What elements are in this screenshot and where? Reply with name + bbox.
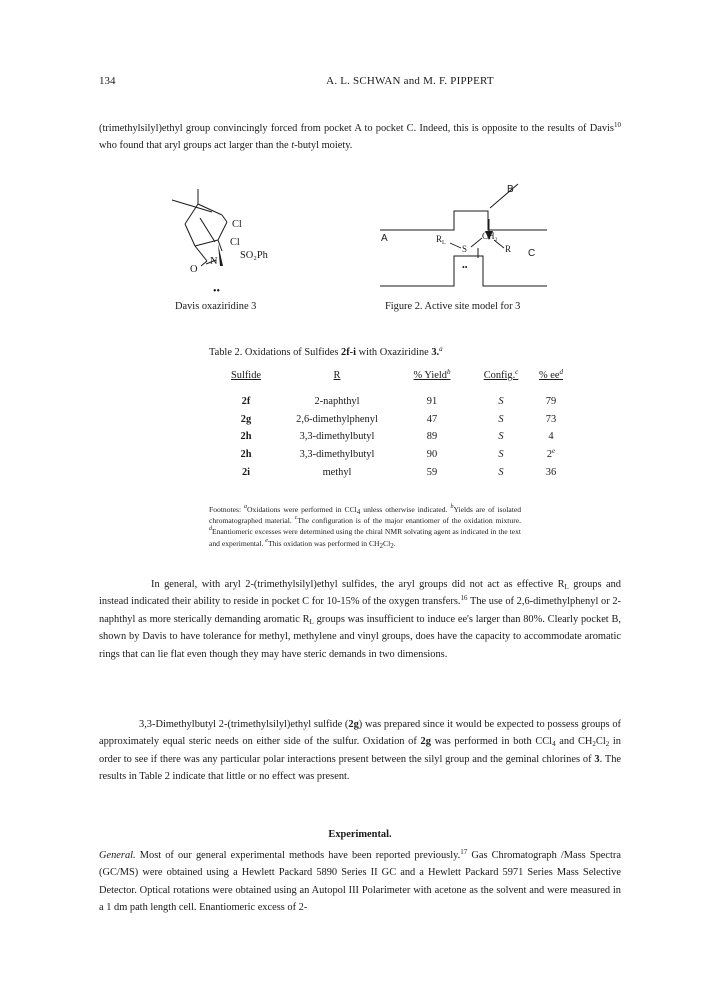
footnote-c-text: The configuration is of the major enantiomer of the oxidation mixture. <box>297 516 521 526</box>
footnote-a-text-2: unless otherwise indicated. <box>360 505 448 514</box>
cell-ee-value: 36 <box>545 466 557 478</box>
header-yield <box>389 370 475 393</box>
footnote-e-mark: e <box>265 537 268 544</box>
dmb-compound-1: 2g <box>348 719 359 730</box>
dmb-compound-3: 3 <box>594 753 600 765</box>
footnote-e-sub-1: 2 <box>379 541 384 550</box>
cell-config: S <box>498 431 504 443</box>
cell-config: S <box>498 396 504 408</box>
footnote-e-sub-2: 2 <box>390 541 394 550</box>
table-header-row <box>207 370 575 393</box>
header-sulfide-text: Sulfide <box>230 370 261 381</box>
dmb-text-4: and CH <box>555 736 593 748</box>
intro-line-1: (trimethylsilyl)ethyl group convincingly forced from pocket A to pocket C. Indeed, this is opposite to the <box>99 123 545 134</box>
experimental-heading-text: Experimental. <box>328 829 392 840</box>
aryl-text-1: In general, with aryl 2-(trimethylsilyl)ethyl sulfides, the aryl groups did not act as effective R <box>151 579 565 590</box>
cell-yield: 59 <box>426 466 438 478</box>
intro-paragraph <box>99 120 621 155</box>
cell-sulfide: 2h <box>240 431 252 443</box>
cell-r: 3,3-dimethylbutyl <box>299 431 375 443</box>
structure-bonds <box>172 189 227 266</box>
intro-line-2-c: -butyl moiety. <box>294 140 353 152</box>
cell-yield: 47 <box>426 413 438 425</box>
header-yield-note: b <box>446 368 451 376</box>
oxidation-results-table <box>207 370 575 481</box>
chlorine-label-2: Cl <box>230 237 240 248</box>
rl-group-subscript: L <box>442 240 446 246</box>
cell-ee-value: 79 <box>545 396 557 408</box>
cell-yield: 89 <box>426 431 438 443</box>
figure-2-caption <box>385 301 520 312</box>
section-heading-experimental <box>99 829 621 840</box>
header-sulfide <box>207 370 285 393</box>
cell-yield: 90 <box>426 449 438 461</box>
aryl-text-2: groups and instead indicated their ability to reside in pocket C for 10-15% of the oxygen transfers. <box>99 579 621 608</box>
footnote-a-text-1: Oxidations were performed in CCl <box>247 505 357 514</box>
dmb-text-2: ) was prepared since it would be expected to possess groups of approximately equal steric needs on either side of the sulfur. Oxidation of <box>99 719 622 748</box>
dmb-text-6: in order to see if there was any particular polar interactions present between the silyl group and the geminal chlorines of <box>99 736 621 765</box>
table-footnotes <box>209 504 521 549</box>
nitrogen-label: N <box>210 256 218 267</box>
experimental-lead: General. <box>99 850 136 861</box>
aryl-text-3: The use of 2,6-dimethylphenyl or 2-naphthyl as more sterically demanding aromatic R <box>99 596 621 625</box>
cell-sulfide: 2g <box>240 413 252 425</box>
table-caption-a: Table 2. Oxidations of Sulfides <box>209 347 342 358</box>
cell-ee-value: 73 <box>545 413 557 425</box>
footnote-c-mark: c <box>294 515 298 522</box>
header-config-text: Config. <box>483 370 516 381</box>
cell-ee-value: 4 <box>548 431 554 443</box>
cell-sulfide: 2f <box>241 396 251 408</box>
cell-sulfide: 2i <box>241 466 251 478</box>
experimental-text-1: Most of our general experimental methods have been reported previously. <box>135 850 461 861</box>
sulfur-label: S <box>462 244 468 254</box>
davis-caption-text: Davis oxaziridine 3 <box>175 301 257 312</box>
pocket-a-label: A <box>381 233 388 244</box>
footnote-b-mark: b <box>450 504 454 510</box>
table-row <box>207 393 575 411</box>
cell-sulfide: 2h <box>240 449 252 461</box>
chlorine-label-1: Cl <box>232 219 242 230</box>
rl-group-symbol: R <box>436 234 443 244</box>
footnote-e-text-1: This oxidation was performed in CH <box>267 538 380 548</box>
footnote-b-text: Yields are of isolated chromatographed material. <box>209 505 521 526</box>
header-config <box>475 370 527 393</box>
pocket-b-label: B <box>507 184 514 195</box>
footnote-e-text-3: . <box>393 538 396 548</box>
cell-r: methyl <box>322 466 352 478</box>
davis-oxaziridine-structure <box>170 182 300 297</box>
page-number: 134 <box>99 75 116 87</box>
dmb-compound-2: 2g <box>420 736 431 748</box>
header-ee-note: d <box>559 368 563 376</box>
cell-ee <box>527 446 575 464</box>
cell-r: 2-naphthyl <box>314 396 360 408</box>
sulfonyl-label: SO₂Ph <box>240 250 268 261</box>
cell-ee <box>527 411 575 429</box>
footnote-e-text-2: Cl <box>383 538 391 548</box>
cell-config: S <box>498 413 504 425</box>
lone-pair-dots: •• <box>213 286 221 297</box>
running-head-text: A. L. SCHWAN and M. F. PIPPERT <box>326 75 494 87</box>
cell-ee-note: e <box>552 447 556 456</box>
table-caption-b: with Oxaziridine <box>356 347 432 358</box>
aryl-sub-2: L <box>309 617 314 626</box>
footnote-d-text: Enantiomeric excesses were determined using the chiral NMR solvating agent as indicated in the text and experimental. <box>209 527 521 548</box>
body-paragraph-dimethylbutyl <box>99 716 621 786</box>
table-row <box>207 428 575 446</box>
cell-yield: 91 <box>426 396 438 408</box>
footnote-a-sub: 4 <box>356 508 361 516</box>
header-r-text: R <box>333 370 341 381</box>
footnote-d-mark: d <box>209 526 212 533</box>
dmb-text-5: Cl <box>595 736 606 748</box>
table-caption-note: a <box>439 345 443 353</box>
running-head <box>200 75 620 87</box>
header-yield-text: % Yield <box>413 370 447 381</box>
figure-2-caption-text: Figure 2. Active site model for 3 <box>385 301 521 312</box>
r-group-label: R <box>505 244 512 254</box>
table-row <box>207 463 575 481</box>
pocket-c-label: C <box>528 248 536 259</box>
citation-ref: 16 <box>460 594 468 603</box>
oxygen-label: O <box>190 264 198 275</box>
aryl-sub-1: L <box>564 583 569 591</box>
citation-ref: 17 <box>460 848 468 856</box>
cell-ee <box>527 393 575 411</box>
aryl-text-4: groups was insufficient to induce ee's larger than 80%. Clearly pocket B, shown by Davis to have tolerance for methyl, methylene and vinyl groups, does have the capacity to accommodate aromatic rings that can lie flat even though they may have steric demands in two dimensions. <box>99 613 621 660</box>
active-site-model <box>378 178 563 296</box>
cell-config: S <box>498 449 504 461</box>
davis-caption <box>175 301 256 312</box>
cell-config: S <box>498 466 504 478</box>
dmb-text-3: was performed in both CCl <box>430 736 553 748</box>
dmb-sub-3: 2 <box>605 740 610 749</box>
body-paragraph-experimental <box>99 847 621 917</box>
table-caption-compounds: 2f-i <box>341 347 357 358</box>
cell-r: 2,6-dimethylphenyl <box>296 413 378 425</box>
ch2-label: CH₂ <box>482 231 498 241</box>
dmb-sub-2: 2 <box>592 740 596 749</box>
table-caption <box>209 347 443 358</box>
citation-ref: 10 <box>613 121 621 129</box>
table-caption-reagent: 3. <box>431 347 440 358</box>
dmb-text-7: . The results in Table 2 indicate that little or no effect was present. <box>99 753 621 783</box>
intro-line-2-a: results of Davis <box>547 123 614 134</box>
footnote-a-mark: a <box>244 504 248 510</box>
cell-r: 3,3-dimethylbutyl <box>299 449 375 461</box>
cell-ee <box>527 463 575 481</box>
intro-line-2-b: who found that aryl groups act larger than the <box>99 140 292 152</box>
experimental-text-2: Gas Chromatograph /Mass Spectra (GC/MS) were obtained using a Hewlett Packard 5890 Series II GC and a Hewlett Packard 5971 Series Mass Selective Detector. Optical rotations were obtained using an Autopol III Polarimeter with acetone as the solvent and were measured in a 1 dm path length cell. Enantiomeric excess of 2- <box>99 850 621 914</box>
cell-ee-value: 2 <box>546 449 553 461</box>
dmb-text-1: 3,3-Dimethylbutyl 2-(trimethylsilyl)ethyl sulfide ( <box>139 719 349 730</box>
cell-ee <box>527 428 575 446</box>
table-row <box>207 411 575 429</box>
dmb-sub-1: 4 <box>552 740 556 749</box>
header-r <box>285 370 389 393</box>
body-paragraph-aryl <box>99 576 621 663</box>
rl-group-label <box>436 234 446 246</box>
tert-prefix: t <box>291 140 295 152</box>
table-row <box>207 446 575 464</box>
header-ee <box>527 370 575 393</box>
header-ee-text: % ee <box>539 370 560 381</box>
site-lone-pair: •• <box>462 263 468 272</box>
footnotes-label: Footnotes: <box>209 505 245 514</box>
header-config-note: c <box>515 368 519 376</box>
